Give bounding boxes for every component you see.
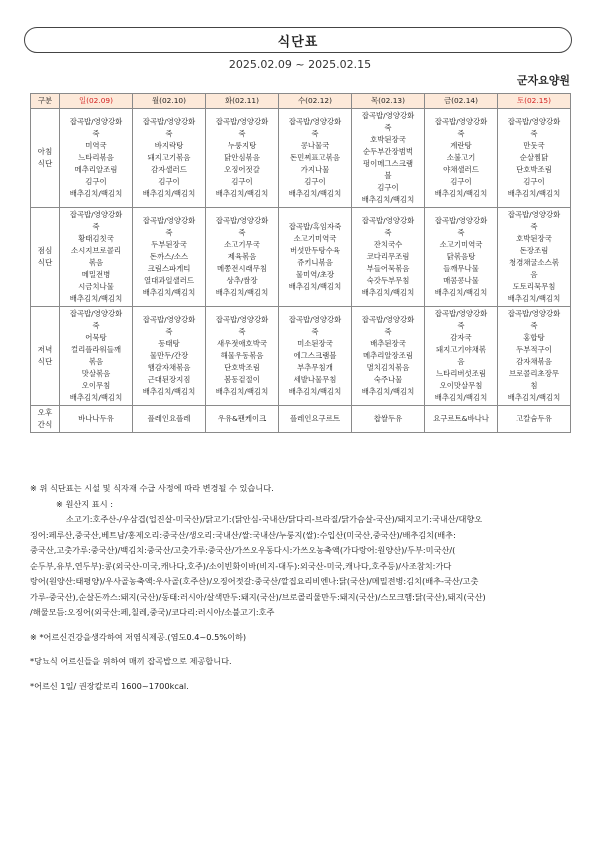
menu-item: 순두부간장범벅 [363,147,413,156]
menu-item: 잡곡밥/영양강화 [142,315,196,324]
menu-item: 멸치김치볶음 [366,363,410,372]
menu-item: 오징어젓갈 [224,165,260,174]
menu-item: 죽 [165,129,173,138]
menu-item: 김구이 [304,177,326,186]
origin-line: 중국산,고춧가루:중국산)/백김치:중국산/고춧가루:중국산/가쓰오우동다시:가쓰오농축액(가다랑어:원양산)/두부:미국산/( [30,545,456,555]
menu-item: 잡곡밥/영양강화 [288,315,342,324]
menu-item: 버섯만두탕수육 [290,246,340,255]
date-range: 2025.02.09 ~ 2025.02.15 [228,58,372,71]
menu-item: 감자샐러드 [151,165,187,174]
menu-item: 바나나두유 [78,414,114,423]
menu-cell [425,406,498,433]
menu-cell [279,109,352,208]
menu-item: 홍합탕 [523,333,545,342]
menu-item: 해물우동볶음 [220,351,264,360]
menu-cell [352,109,425,208]
header-row [31,94,571,109]
menu-item: 돈민찌표고볶음 [290,153,340,162]
menu-cell [498,109,571,208]
menu-item: 배추김치/백김치 [434,189,488,198]
menu-item: 볶음 [88,357,104,366]
menu-item: 닭볶음탕 [446,252,476,261]
menu-item: 세발나물무침 [293,375,337,384]
meal-label-text: 저녁 [37,345,53,354]
menu-cell [133,208,206,307]
menu-item: 배추김치/백김치 [69,393,123,402]
menu-item: 크림스파게티 [147,264,191,273]
menu-item: 물미역/초장 [295,270,335,279]
day-header-2: 화(02.11) [206,94,279,109]
menu-item: 김구이 [158,177,180,186]
menu-item: 메추리알장조림 [363,351,413,360]
day-header-0: 일(02.09) [60,94,133,109]
menu-item: 김구이 [377,183,399,192]
meal-row [31,307,571,406]
menu-item: 죽 [238,228,246,237]
menu-item: 배추김치/백김치 [507,393,561,402]
menu-item: 두부적구이 [516,345,552,354]
menu-cell [498,307,571,406]
menu-item: 부추무침개 [297,363,333,372]
menu-item: 브로콜리초장무 [509,369,559,378]
menu-item: 배추김치/백김치 [361,387,415,396]
menu-item: 소시지브로콜리 [71,246,121,255]
menu-item: 김구이 [523,177,545,186]
menu-item: 배추김치/백김치 [215,189,269,198]
menu-item: 김구이 [450,177,472,186]
menu-item: 요구르트&바나나 [433,414,489,423]
menu-item: 김구이 [231,177,253,186]
origin-line: 가루-중국산),순살돈까스:돼지(국산)/동태:러시아/살색만두:돼지(국산)/브로콜리물만두:돼지(국산)/스모크햄:닭(국산),돼지(국산) [30,591,486,602]
notice-calories: *어르신 1일/ 권장칼로리 1600~1700kcal. [30,680,189,691]
menu-cell [279,208,352,307]
menu-item: 죽 [311,327,319,336]
menu-item: 동태탕 [158,339,180,348]
notice-low-salt: ※ *어르신건강을생각하여 저염식제공.(염도0.4~0.5%이하) [30,631,247,642]
menu-item: 펑이메그스크램 [363,159,413,168]
meal-row [31,109,571,208]
meal-label-text: 식단 [37,357,53,366]
menu-item: 배추김치/백김치 [434,393,488,402]
menu-item: 배추된장국 [370,339,406,348]
origin-line: 소고기:호주산-/우삼겹(업진살-미국산)/닭고기:(닭안심-국내산/닭다리-브라질/닭가슴살-국산)/돼지고기:국내산/대향오 [66,514,483,524]
menu-item: 청경채굴소스볶 [509,258,559,267]
menu-item: 우유&팬케이크 [217,414,267,423]
menu-item: 미역국 [85,141,107,150]
menu-item: 고칼슘두유 [516,414,552,423]
menu-item: 죽 [92,129,100,138]
menu-item: 돼지고기야채볶 [436,345,486,354]
meal-label-text: 아침 [37,147,53,156]
menu-item: 소고기미역국 [439,240,483,249]
menu-cell [425,109,498,208]
menu-item: 배추김치/백김치 [361,288,415,297]
menu-table [30,93,571,433]
page-title: 식단표 [277,34,319,50]
menu-item: 배추김치/백김치 [288,189,342,198]
menu-item: 잡곡밥/영양강화 [507,309,561,318]
menu-cell [279,307,352,406]
menu-item: 황태김칫국 [78,234,114,243]
menu-item: 침 [530,381,538,390]
menu-item: 숙주나물 [373,375,403,384]
menu-item: 쥬키니볶음 [297,258,333,267]
menu-item: 소불고기 [446,153,476,162]
meal-label-text: 식단 [37,159,53,168]
menu-item: 에그스크램블 [293,351,337,360]
menu-cell [133,307,206,406]
menu-item: 누룽지탕 [227,141,257,150]
menu-item: 봄동겉절이 [224,375,260,384]
day-header-4: 목(02.13) [352,94,425,109]
menu-cell [206,307,279,406]
corner-cell: 구분 [31,94,60,109]
meal-row-label [31,109,60,208]
menu-item: 도토리묵무침 [512,282,556,291]
organization-name: 군자요양원 [516,74,570,87]
day-header-6: 토(02.15) [498,94,571,109]
menu-item: 돼지고기볶음 [147,153,191,162]
menu-item: 상추/쌈장 [226,276,258,285]
meal-row-label [31,406,60,433]
menu-item: 잡곡밥/영양강화 [434,309,488,318]
day-header-3: 수(02.12) [279,94,352,109]
menu-item: 잡곡밥/영양강화 [142,117,196,126]
menu-item: 배추김치/백김치 [69,189,123,198]
menu-item: 가지나물 [300,165,330,174]
menu-item: 죽 [311,129,319,138]
menu-item: 플레인요플레 [147,414,191,423]
menu-item: 메밀전병 [81,270,111,279]
menu-cell [498,406,571,433]
menu-item: 죽 [530,129,538,138]
meal-row-label [31,208,60,307]
menu-item: 잡곡밥/영양강화 [361,111,415,120]
meal-row [31,406,571,433]
menu-item: 햄감자채볶음 [147,363,191,372]
menu-item: 오이무침 [81,381,111,390]
meal-label-text: 오후 [37,408,53,417]
menu-item: 배추김치/백김치 [434,288,488,297]
menu-item: 맛살볶음 [81,369,111,378]
menu-item: 잡곡밥/영양강화 [69,309,123,318]
menu-item: 어묵탕 [85,333,107,342]
menu-item: 배추김치/백김치 [142,288,196,297]
menu-item: 미소된장국 [297,339,333,348]
menu-item: 플레인요구르트 [290,414,340,423]
menu-item: 잡곡밥/흑임자죽 [288,222,342,231]
menu-item: 오이맛살무침 [439,381,483,390]
menu-item: 잡곡밥/영양강화 [507,210,561,219]
origin-lines [30,512,570,621]
menu-item: 잡곡밥/영양강화 [434,216,488,225]
menu-item: 배추김치/백김치 [361,195,415,204]
meal-label-text: 간식 [37,420,53,429]
menu-item: 바지락탕 [154,141,184,150]
menu-item: 잡곡밥/영양강화 [215,216,269,225]
menu-item: 음 [457,357,465,366]
menu-item: 느타리버섯조림 [436,369,486,378]
menu-item: 잡곡밥/영양강화 [361,315,415,324]
menu-item: 열대과일샐러드 [144,276,194,285]
menu-item: 들깨무나물 [443,264,479,273]
notes-section [30,481,570,694]
menu-item: 배추김치/백김치 [142,189,196,198]
menu-item: 코다리무조림 [366,252,410,261]
menu-item: 김구이 [85,177,107,186]
menu-item: 감자국 [450,333,472,342]
notice-change: ※ 위 식단표는 시설 및 식자재 수급 사정에 따라 변경될 수 있습니다. [30,483,274,493]
menu-item: 죽 [457,129,465,138]
menu-item: 잡곡밥/영양강화 [434,117,488,126]
menu-item: 순살찜닭 [519,153,549,162]
menu-item: 매콤콩나물 [443,276,479,285]
menu-item: 잡곡밥/영양강화 [361,216,415,225]
menu-item: 소고기미역국 [293,234,337,243]
origin-line: 순두부,유부,연두부):콩(외국산-미국,캐나다,호주)/소이빈화이바(비지-대두):외국산-미국,캐나다,호주등)/사조참치:가다 [30,560,452,571]
menu-item: 메추리알조림 [74,165,118,174]
menu-item: 배추김치/백김치 [215,387,269,396]
origin-line: 징어:페루산,중국산,베트남/홍제오리:중국산/생오리:국내산/쌀:국내산/누룽지(쌀):수입산(미국산,중국산)/배추김치(배추: [30,529,456,540]
menu-item: 시금치나물 [78,282,114,291]
menu-item: 죽 [92,321,100,330]
meal-row [31,208,571,307]
menu-cell [206,406,279,433]
menu-item: 메쫑전시래무침 [217,264,267,273]
menu-item: 죽 [530,222,538,231]
menu-item: 돈까스/소스 [149,252,189,261]
menu-item: 죽 [530,321,538,330]
menu-item: 컬리플라워들깨 [71,345,121,354]
menu-item: 잡곡밥/영양강화 [215,117,269,126]
menu-item: 배추김치/백김치 [288,387,342,396]
day-header-1: 월(02.10) [133,94,206,109]
menu-item: 잡곡밥/영양강화 [69,210,123,219]
day-header-5: 금(02.14) [425,94,498,109]
menu-item: 물만두/간장 [149,351,189,360]
menu-item: 닭안심볶음 [224,153,260,162]
origin-line: 랑어(원양산:태평양)/우사골농축액:우사골(호주산)/오징어젓갈:중국산/깔집요리비엔나:닭(국산)/메밀전병:김치(배추-국산/고춧 [30,576,479,586]
menu-item: 잡곡밥/영양강화 [69,117,123,126]
menu-item: 느타리볶음 [78,153,114,162]
menu-item: 숙갓두부무침 [366,276,410,285]
menu-item: 잔치국수 [373,240,403,249]
menu-cell [133,109,206,208]
origin-line: /해물모듬:오징어(외국산:페,칠레,중국)/코다리:러시아/소불고기:호주 [30,607,275,617]
menu-cell [352,307,425,406]
menu-item: 잡곡밥/영양강화 [288,117,342,126]
menu-cell [60,307,133,406]
menu-item: 음 [530,270,538,279]
menu-item: 죽 [238,129,246,138]
menu-item: 돈장조림 [519,246,549,255]
menu-cell [60,109,133,208]
menu-item: 잡곡밥/영양강화 [215,315,269,324]
menu-item: 근대된장지짐 [147,375,191,384]
menu-cell [425,208,498,307]
menu-cell [206,109,279,208]
menu-item: 죽 [165,327,173,336]
menu-item: 찹쌀두유 [373,414,403,423]
menu-item: 두부된장국 [151,240,187,249]
menu-item: 배추김치/백김치 [215,288,269,297]
menu-item: 배추김치/백김치 [142,387,196,396]
menu-item: 블 [384,171,392,180]
menu-item: 호박된장국 [370,135,406,144]
menu-item: 죽 [384,327,392,336]
menu-item: 호박된장국 [516,234,552,243]
origin-heading: ※ 원산지 표시 : [56,498,113,509]
menu-item: 죽 [165,228,173,237]
menu-cell [133,406,206,433]
menu-item: 죽 [92,222,100,231]
notice-diabetic: *당뇨식 어르신들을 위하여 매끼 잡곡밥으로 제공합니다. [30,656,232,666]
menu-cell [352,406,425,433]
meal-label-text: 점심 [37,246,53,255]
menu-cell [425,307,498,406]
menu-item: 죽 [457,228,465,237]
menu-item: 죽 [238,327,246,336]
meal-label-text: 식단 [37,258,53,267]
meal-row-label [31,307,60,406]
menu-item: 야채샐러드 [443,165,479,174]
menu-item: 부들어묵볶음 [366,264,410,273]
menu-item: 배추김치/백김치 [69,294,123,303]
menu-item: 단호박조림 [224,363,260,372]
menu-item: 배추김치/백김치 [507,189,561,198]
menu-item: 제육볶음 [227,252,257,261]
menu-cell [60,208,133,307]
menu-item: 만둣국 [523,141,545,150]
menu-body [31,109,571,433]
menu-item: 배추김치/백김치 [288,282,342,291]
menu-item: 죽 [384,123,392,132]
menu-item: 소고기무국 [224,240,260,249]
menu-item: 죽 [457,321,465,330]
menu-cell [206,208,279,307]
menu-cell [60,406,133,433]
menu-cell [279,406,352,433]
menu-cell [352,208,425,307]
menu-item: 잡곡밥/영양강화 [142,216,196,225]
menu-item: 볶음 [88,258,104,267]
menu-item: 콩나물국 [300,141,330,150]
menu-item: 새우젓애호박국 [217,339,267,348]
menu-item: 계란탕 [450,141,472,150]
menu-item: 감자채볶음 [516,357,552,366]
menu-item: 잡곡밥/영양강화 [507,117,561,126]
menu-item: 배추김치/백김치 [507,294,561,303]
menu-item: 죽 [384,228,392,237]
title-box [24,27,572,53]
menu-cell [498,208,571,307]
menu-item: 단호박조림 [516,165,552,174]
